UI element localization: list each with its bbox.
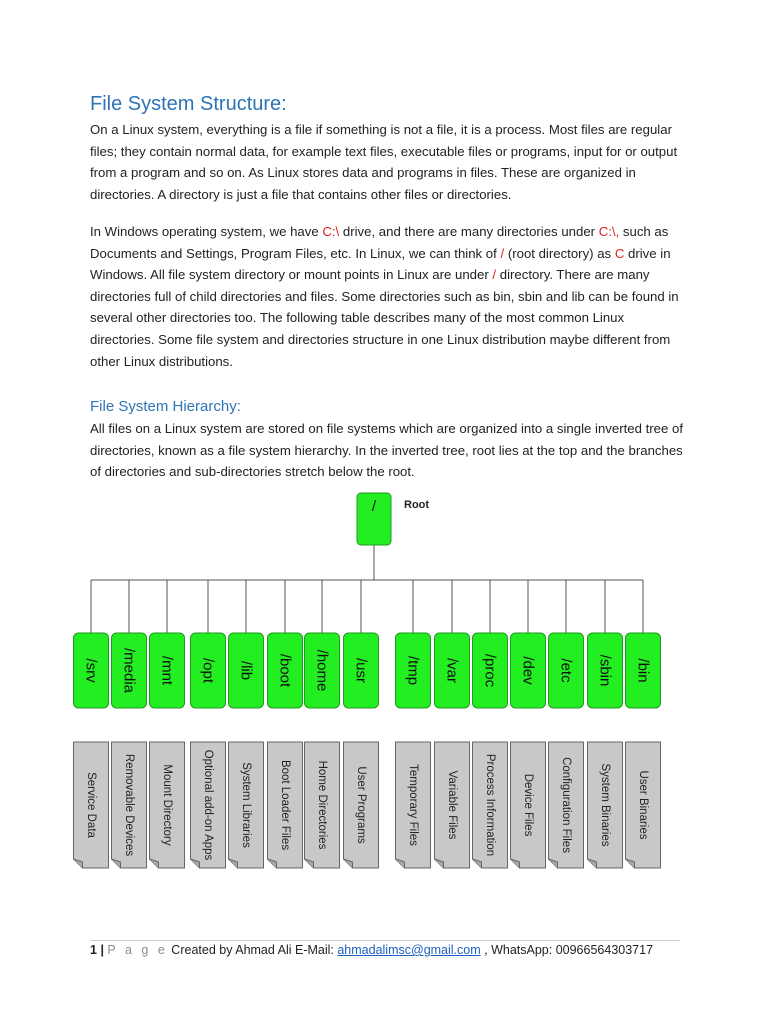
dir-desc-etc: Configuration Files <box>560 757 572 853</box>
dir-desc-bin: User Binaries <box>637 770 649 840</box>
dir-node-media <box>112 633 147 868</box>
dir-desc-lib: System Libraries <box>240 762 252 848</box>
dir-name-boot: /boot <box>276 653 294 688</box>
dir-node-srv <box>74 633 109 868</box>
dir-name-mnt: /mnt <box>158 655 176 686</box>
root-slash-highlight-2: / <box>492 267 497 283</box>
dir-node-lib <box>229 633 264 868</box>
dir-desc-media: Removable Devices <box>123 753 135 857</box>
tree-connectors <box>91 545 643 633</box>
dir-name-media: /media <box>120 647 138 694</box>
directory-nodes <box>74 633 661 868</box>
intro-paragraph: On a Linux system, everything is a file if something is not a file, it is a process. Most files are regular files; they contain normal data, for example text files, executable files or programs, input for or output from a program and so on. As Linux stores data and programs in files. These are organized in directories. A directory is just a file that contains other files or directories. <box>90 122 678 202</box>
dir-desc-dev: Device Files <box>522 773 534 837</box>
dir-desc-srv: Service Data <box>85 772 97 838</box>
root-label: Root <box>404 499 430 511</box>
dir-name-srv: /srv <box>82 658 100 683</box>
root-symbol: / <box>371 498 377 515</box>
dir-desc-var: Variable Files <box>446 770 458 840</box>
dir-desc-home: Home Directories <box>316 760 328 850</box>
dir-node-sbin <box>588 633 623 868</box>
dir-desc-sbin: System Binaries <box>599 763 611 847</box>
dir-node-etc <box>549 633 584 868</box>
dir-name-dev: /dev <box>519 656 537 685</box>
dir-node-proc <box>473 633 508 868</box>
p2-text-4: (root directory) as <box>504 245 615 261</box>
c-drive-highlight: C:\ <box>322 224 340 239</box>
p2-text-2: drive, and there are many directories under <box>339 224 599 239</box>
p2-text-6: directory. There are many directories full of child directories and files. Some directories such as bin, sbin and lib can be found in several other directories too. The following table describes many of the most common Linux directories. Some file system and directories structure in one Linux distribution maybe different from other Linux distributions. <box>90 267 679 369</box>
page-word: P a g e <box>107 943 168 957</box>
dir-desc-opt: Optional add-on Apps <box>202 749 214 861</box>
dir-name-bin: /bin <box>634 658 652 683</box>
dir-node-dev <box>511 633 546 868</box>
dir-name-tmp: /tmp <box>404 655 422 686</box>
dir-node-var <box>435 633 470 868</box>
dir-name-sbin: /sbin <box>596 654 614 687</box>
dir-desc-tmp: Temporary Files <box>407 764 419 846</box>
footer-whatsapp: , WhatsApp: 00966564303717 <box>484 943 654 957</box>
p2-text-3: such as Documents and Settings, Program Files, etc. In Linux, we can think of <box>90 224 669 261</box>
root-slash-highlight: / <box>500 245 505 261</box>
p2-text-5: drive in Windows. All file system directory or mount points in Linux are under <box>90 245 671 283</box>
c-drive-highlight-2: C:\, <box>598 224 620 239</box>
footer-separator: | <box>100 943 104 957</box>
footer-credit: Created by Ahmad Ali E-Mail: <box>171 943 334 957</box>
dir-node-home <box>305 633 340 868</box>
dir-node-tmp <box>396 633 431 868</box>
dir-name-opt: /opt <box>199 657 217 684</box>
page-footer <box>90 940 680 957</box>
dir-name-etc: /etc <box>557 658 575 683</box>
dir-desc-mnt: Mount Directory <box>161 764 173 846</box>
dir-name-usr: /usr <box>352 657 370 684</box>
dir-desc-boot: Boot Loader Files <box>279 759 291 851</box>
dir-node-bin <box>626 633 661 868</box>
p2-text-1: In Windows operating system, we have <box>90 224 323 239</box>
c-highlight: C <box>614 245 625 261</box>
dir-name-home: /home <box>313 649 331 692</box>
page-title: File System Structure: <box>90 93 287 115</box>
dir-node-mnt <box>150 633 185 868</box>
root-node <box>357 493 429 545</box>
hierarchy-paragraph: All files on a Linux system are stored on file systems which are organized into a single inverted tree of directories, known as a file system hierarchy. In the inverted tree, root lies at the top and the branches of directories and sub-directories stretch below the root. <box>90 421 683 480</box>
dir-node-usr <box>344 633 379 868</box>
dir-node-boot <box>268 633 303 868</box>
dir-desc-proc: Process Information <box>484 753 496 857</box>
page-number: 1 <box>90 943 97 957</box>
section-heading: File System Hierarchy: <box>90 398 241 415</box>
dir-node-opt <box>191 633 226 868</box>
email-link[interactable]: ahmadalimsc@gmail.com <box>337 943 481 957</box>
dir-desc-usr: User Programs <box>355 766 367 844</box>
dir-name-proc: /proc <box>481 653 499 688</box>
dir-name-lib: /lib <box>237 660 255 681</box>
dir-name-var: /var <box>443 657 461 684</box>
